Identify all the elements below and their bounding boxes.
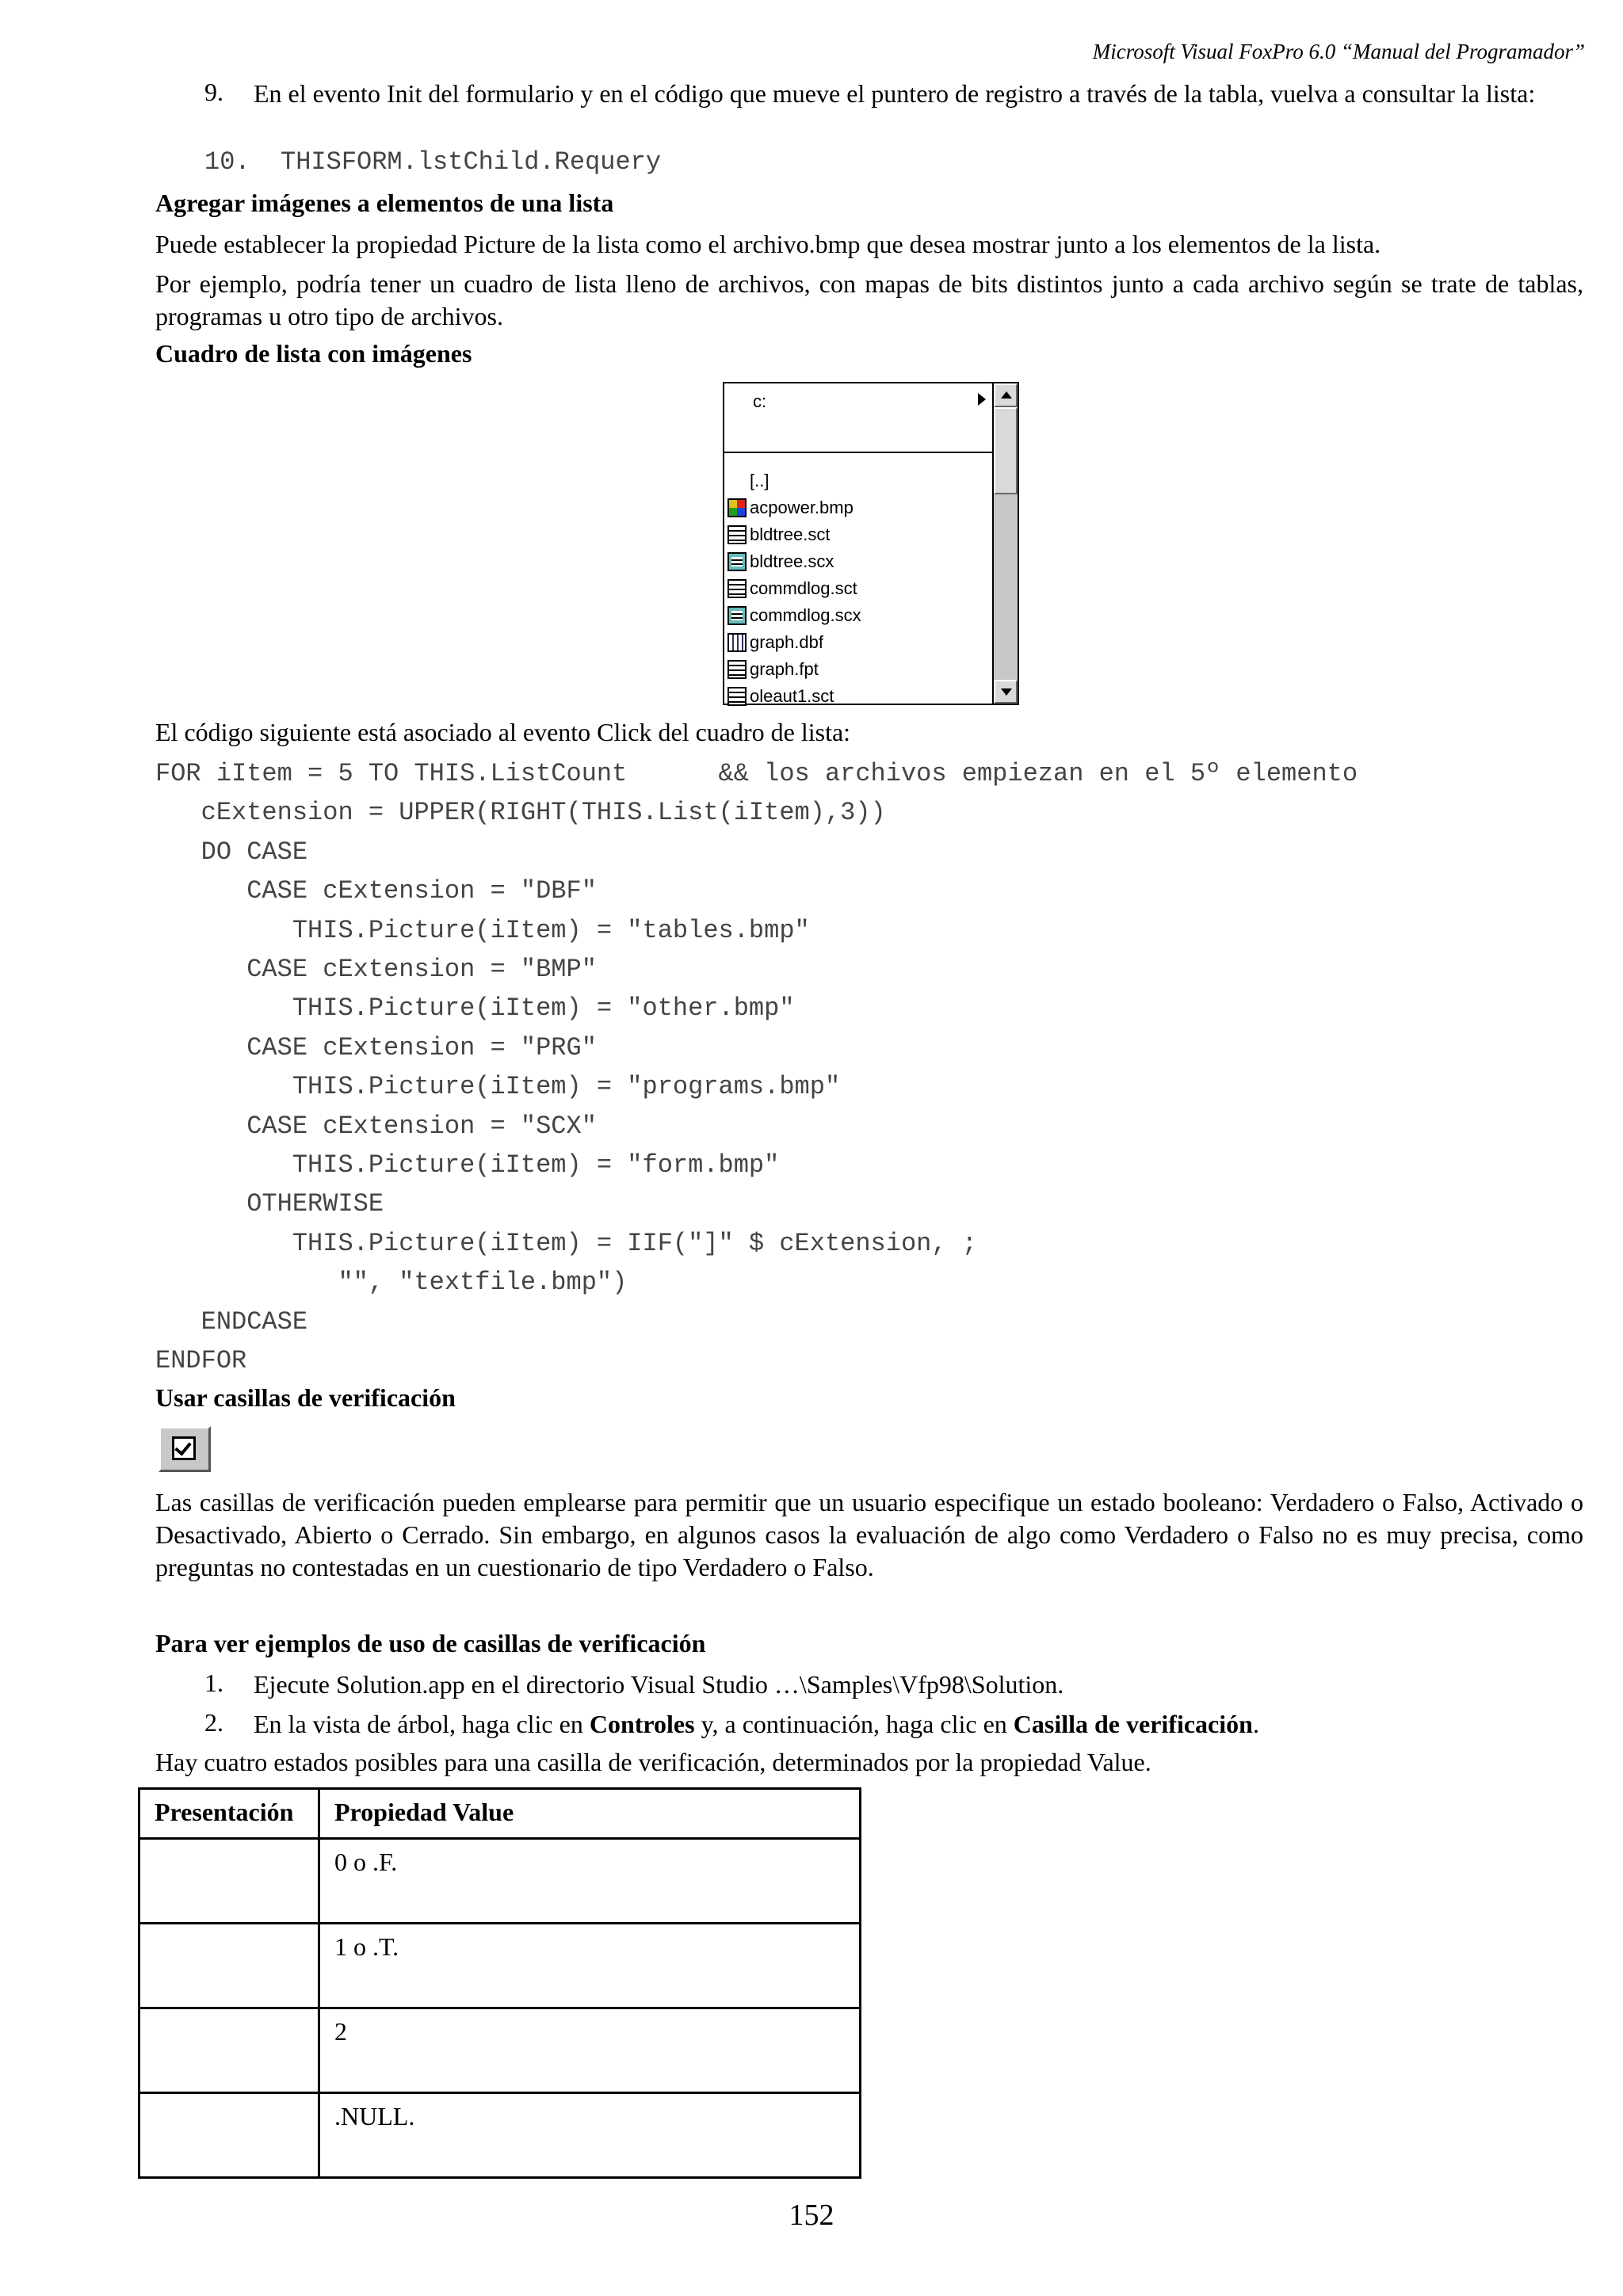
- code-line: THIS.Picture(iItem) = IIF("]" $ cExtension, ;: [155, 1228, 977, 1258]
- list-item[interactable]: [727, 575, 989, 602]
- code-line: ENDFOR: [155, 1346, 247, 1375]
- paragraph-picture-property: Puede establecer la propiedad Picture de la lista como el archivo.bmp que desea mostrar junto a los elementos de la lista.: [155, 230, 1381, 258]
- list-item[interactable]: [727, 494, 989, 521]
- table-row: [139, 2093, 861, 2178]
- list-item-label: commdlog.scx: [750, 605, 861, 625]
- list-item-label: [..]: [750, 471, 769, 490]
- page-number: 152: [789, 2199, 834, 2232]
- step-2-bold-controls: Controles: [589, 1710, 695, 1738]
- step-2-pre: En la vista de árbol, haga clic en: [254, 1710, 590, 1738]
- section-heading-checkboxes: Usar casillas de verificación: [155, 1383, 456, 1412]
- code-line: CASE cExtension = "DBF": [155, 876, 597, 906]
- code-line: ENDCASE: [155, 1306, 308, 1337]
- listbox-divider: [724, 452, 992, 453]
- code-line: CASE cExtension = "BMP": [155, 955, 597, 984]
- code-line: THIS.Picture(iItem) = "programs.bmp": [155, 1072, 841, 1102]
- scx-file-icon: [727, 552, 747, 571]
- paragraph-example: Por ejemplo, podría tener un cuadro de lista lleno de archivos, con mapas de bits distintos junto a cada archivo según se trate de tablas, programas u otro tipo de archivos.: [155, 269, 1583, 330]
- code-line: CASE cExtension = "PRG": [155, 1032, 597, 1062]
- table-cell-presentation: [139, 1839, 319, 1924]
- code-intro: El código siguiente está asociado al evento Click del cuadro de lista:: [155, 718, 851, 746]
- step-10-code: THISFORM.lstChild.Requery: [281, 147, 662, 177]
- list-item[interactable]: [727, 602, 989, 629]
- list-item[interactable]: [727, 656, 989, 683]
- table-cell-value: 1 o .T.: [319, 1924, 861, 2008]
- code-line: cExtension = UPPER(RIGHT(THIS.List(iItem),3)): [155, 798, 886, 828]
- table-header-presentation: Presentación: [139, 1789, 319, 1839]
- code-line: CASE cExtension = "SCX": [155, 1111, 597, 1141]
- figure-caption: Cuadro de lista con imágenes: [155, 339, 472, 368]
- table-row: [139, 2008, 861, 2093]
- running-header: Microsoft Visual FoxPro 6.0 “Manual del Programador”: [1092, 40, 1585, 63]
- list-item-label: bldtree.scx: [750, 551, 834, 571]
- step-9-text: En el evento Init del formulario y en el código que mueve el puntero de registro a través de la tabla, vuelva a consultar la lista:: [254, 79, 1536, 108]
- listbox-items: [727, 467, 989, 710]
- txt-file-icon: [727, 525, 747, 544]
- scx-file-icon: [727, 606, 747, 625]
- paragraph-checkboxes: Las casillas de verificación pueden emplearse para permitir que un usuario especifique un estado booleano: Verdadero o Falso, Activado o Desactivado, Abierto o Cerrado. Sin embargo, en algunos casos la evaluación de algo como Verdadero o Falso no es muy precisa, como preguntas no contestadas en un cuestionario de tipo Verdadero o Falso.: [155, 1488, 1583, 1581]
- code-line: THIS.Picture(iItem) = "form.bmp": [155, 1150, 780, 1180]
- code-line: THIS.Picture(iItem) = "other.bmp": [155, 994, 795, 1024]
- paragraph-four-states: Hay cuatro estados posibles para una casilla de verificación, determinados por la propiedad Value.: [155, 1748, 1151, 1776]
- txt-file-icon: [727, 579, 747, 598]
- list-item-label: oleaut1.sct: [750, 686, 834, 706]
- step-10-number: 10.: [204, 147, 250, 177]
- table-row: [139, 1839, 861, 1924]
- arrow-up-icon: [1001, 391, 1012, 399]
- list-item[interactable]: [727, 548, 989, 575]
- checkbox-icon: [172, 1436, 196, 1460]
- table-cell-presentation: [139, 2093, 319, 2178]
- listbox-scrollbar[interactable]: [992, 383, 1018, 704]
- list-item-label: commdlog.sct: [750, 578, 857, 598]
- table-header-value: Propiedad Value: [319, 1789, 861, 1839]
- checkmark-icon: [174, 1438, 191, 1455]
- step-1-number: 1.: [204, 1669, 223, 1697]
- scroll-down-button[interactable]: [994, 680, 1018, 704]
- step-2-mid: y, a continuación, haga clic en: [694, 1710, 1014, 1738]
- scroll-thumb[interactable]: [994, 407, 1018, 494]
- table-header-row: [139, 1789, 861, 1839]
- txt-file-icon: [727, 687, 747, 706]
- step-2-post: .: [1252, 1710, 1259, 1738]
- list-item[interactable]: [727, 521, 989, 548]
- table-row: [139, 1924, 861, 2008]
- table-cell-value: 0 o .F.: [319, 1839, 861, 1924]
- code-line: DO CASE: [155, 837, 308, 867]
- code-line: THIS.Picture(iItem) = "tables.bmp": [155, 915, 810, 945]
- list-item-label: graph.dbf: [750, 632, 823, 652]
- drive-label: c:: [753, 391, 767, 411]
- step-9-number: 9.: [204, 78, 223, 106]
- code-line: "", "textfile.bmp"): [155, 1268, 628, 1298]
- bmp-file-icon: [727, 498, 747, 517]
- step-2-number: 2.: [204, 1708, 223, 1737]
- table-cell-value: 2: [319, 2008, 861, 2093]
- table-cell-presentation: [139, 1924, 319, 2008]
- section-heading-examples: Para ver ejemplos de uso de casillas de verificación: [155, 1629, 706, 1657]
- step-2-bold-checkbox: Casilla de verificación: [1013, 1710, 1253, 1738]
- checkbox-illustration: [158, 1426, 211, 1472]
- dbf-file-icon: [727, 633, 747, 652]
- list-item[interactable]: [727, 629, 989, 656]
- list-item[interactable]: [727, 683, 989, 710]
- listbox-with-images[interactable]: [723, 382, 1019, 705]
- code-line: OTHERWISE: [155, 1189, 384, 1219]
- list-item-label: graph.fpt: [750, 659, 819, 679]
- list-item-label: acpower.bmp: [750, 498, 854, 517]
- step-2-text: [254, 1708, 1585, 1741]
- step-1-text: Ejecute Solution.app en el directorio Visual Studio …\Samples\Vfp98\Solution.: [254, 1670, 1064, 1699]
- none-file-icon: [727, 471, 747, 490]
- table-cell-value: .NULL.: [319, 2093, 861, 2178]
- table-cell-presentation: [139, 2008, 319, 2093]
- list-item[interactable]: [727, 467, 989, 494]
- value-states-table: [138, 1787, 861, 2179]
- code-line: FOR iItem = 5 TO THIS.ListCount && los archivos empiezan en el 5º elemento: [155, 759, 1358, 788]
- arrow-down-icon: [1001, 688, 1012, 696]
- drive-arrow-icon: [978, 393, 986, 406]
- list-item-label: bldtree.sct: [750, 524, 831, 544]
- txt-file-icon: [727, 660, 747, 679]
- section-heading-images: Agregar imágenes a elementos de una lista: [155, 189, 614, 217]
- scroll-up-button[interactable]: [994, 383, 1018, 407]
